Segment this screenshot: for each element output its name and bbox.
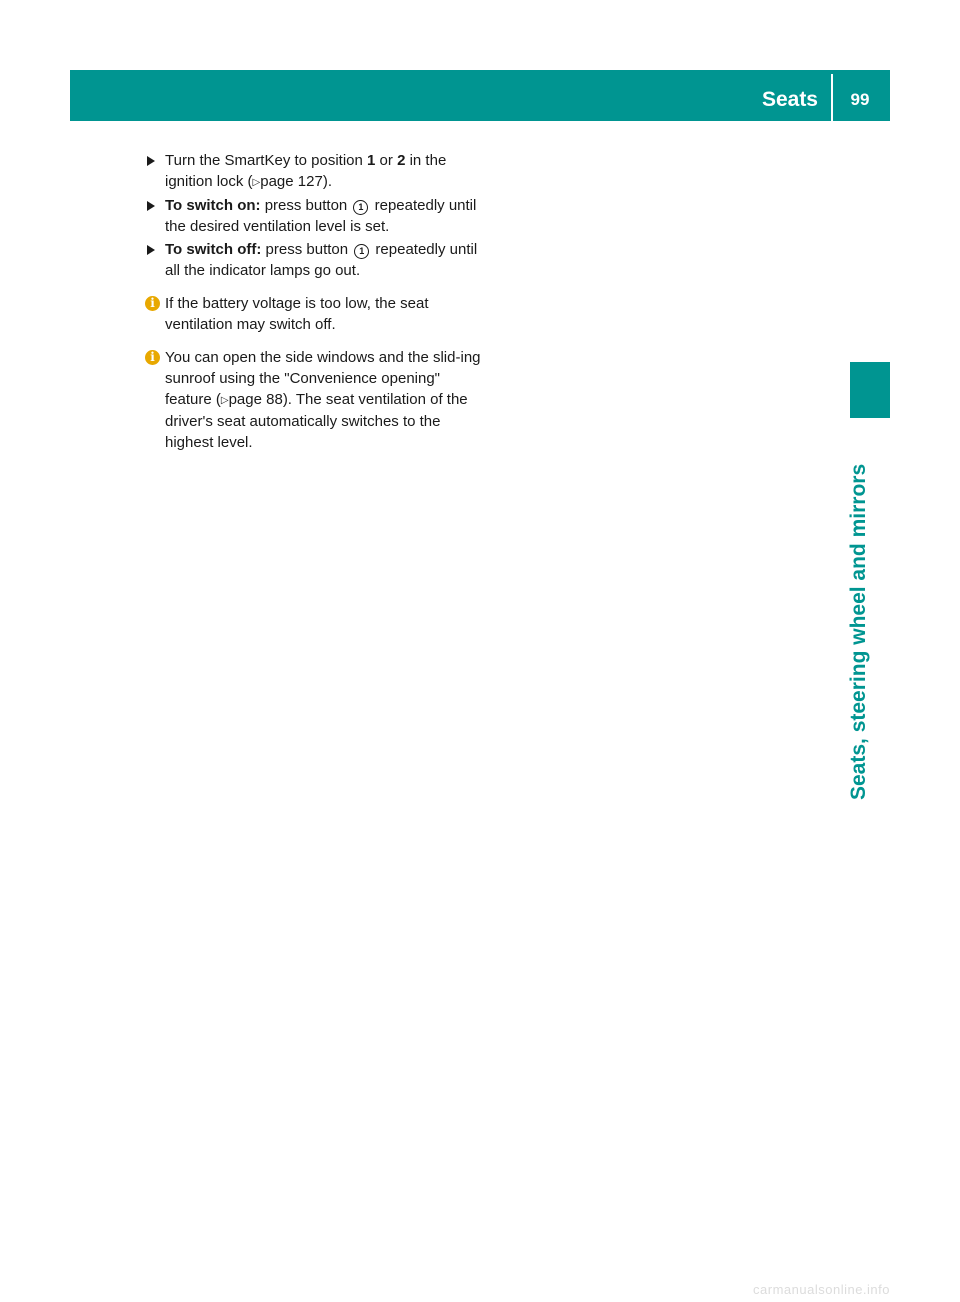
triangle-right-icon: ▷ — [252, 177, 261, 188]
circled-number-icon: 1 — [353, 200, 368, 215]
step-switch-off: To switch off: press button 1 repeatedly until all the indicator lamps go out. — [145, 239, 490, 281]
page-reference[interactable]: page 127 — [260, 173, 323, 190]
step-turn-key: Turn the SmartKey to position 1 or 2 in the ignition lock (▷page 127). — [145, 150, 490, 193]
chapter-tab-label: Seats, steering wheel and mirrors — [847, 463, 870, 800]
arrow-right-icon — [147, 245, 155, 255]
page-number: 99 — [850, 90, 870, 109]
note-battery: i If the battery voltage is too low, the seat ventilation may switch off. — [145, 293, 490, 335]
info-icon: i — [145, 296, 160, 311]
page-reference[interactable]: page 88 — [228, 391, 283, 408]
header-divider — [831, 74, 833, 121]
step-switch-on: To switch on: press button 1 repeatedly until the desired ventilation level is set. — [145, 195, 490, 237]
circled-number-icon: 1 — [354, 244, 369, 259]
content-column — [145, 150, 490, 453]
note-convenience-opening: i You can open the side windows and the slid-ing sunroof using the "Convenience opening" feature (▷page 88). The seat ventilation of the driver's seat automatically switches to the highest level. — [145, 347, 490, 453]
triangle-right-icon: ▷ — [220, 395, 229, 406]
info-icon: i — [145, 350, 160, 365]
section-title: Seats — [761, 88, 818, 111]
arrow-right-icon — [147, 156, 155, 166]
footer-watermark: carmanualsonline.info — [753, 1282, 890, 1297]
arrow-right-icon — [147, 201, 155, 211]
